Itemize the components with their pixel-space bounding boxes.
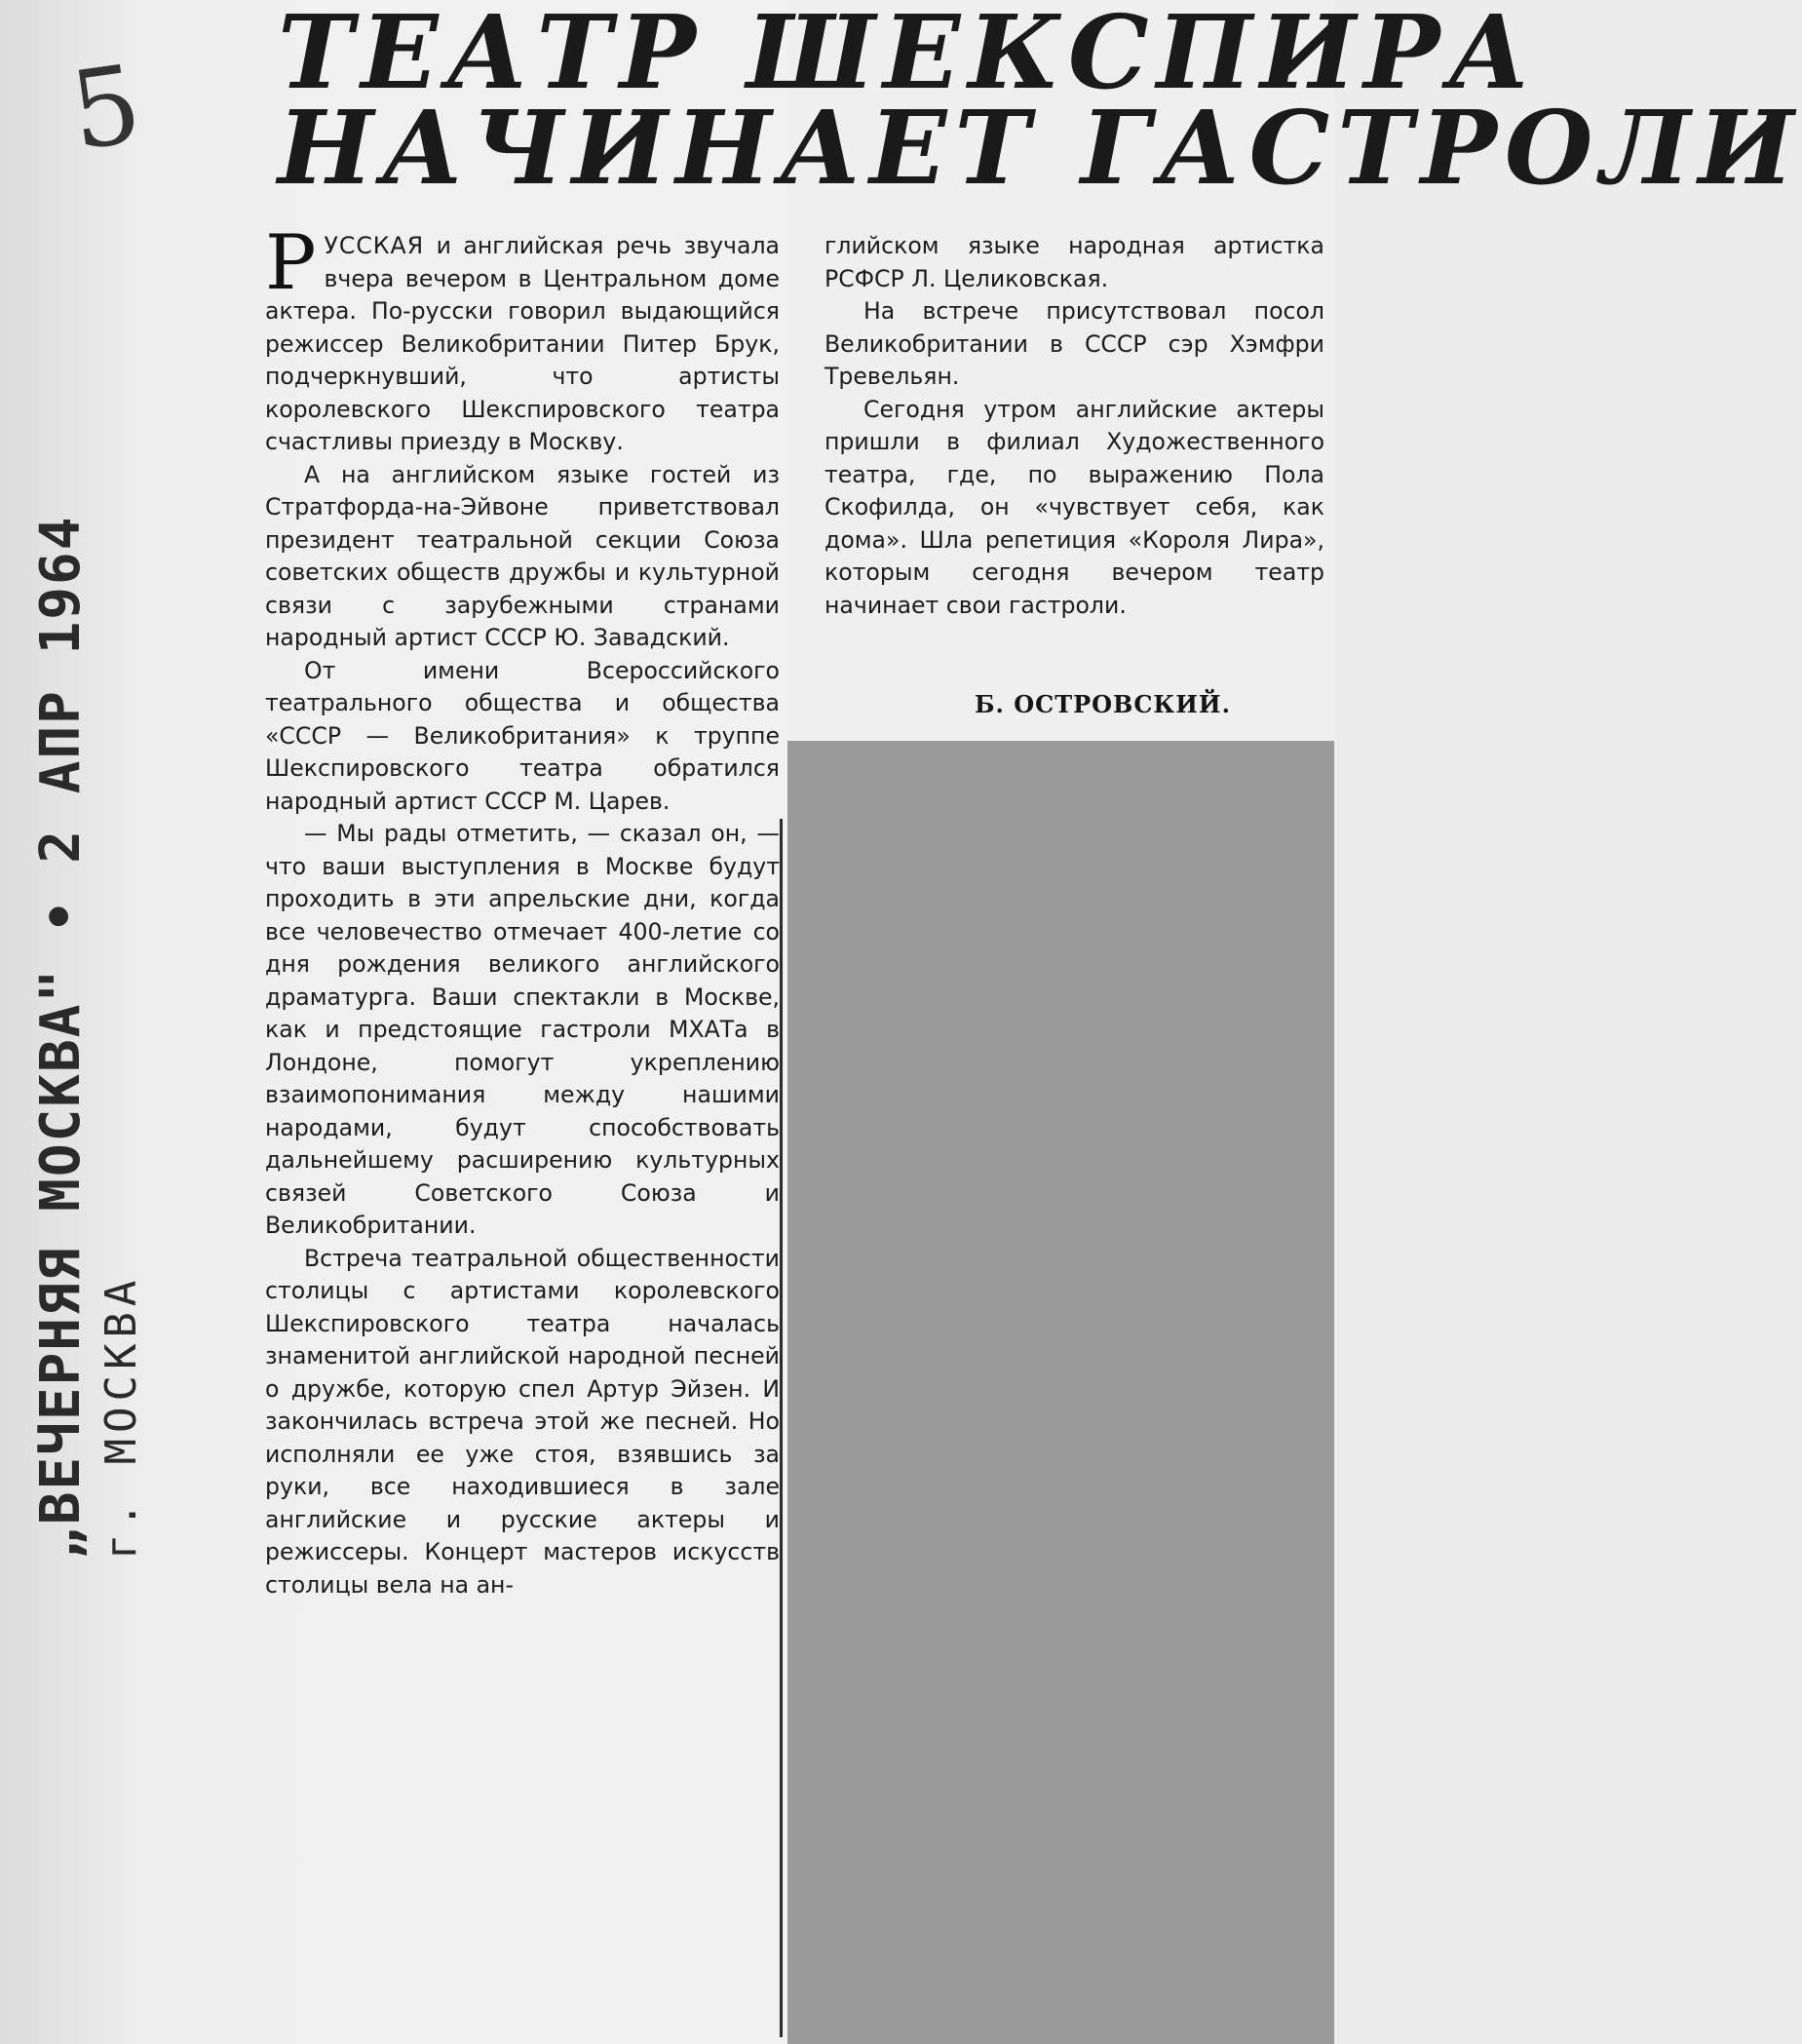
article-paragraph: На встрече присутствовал посол Великобритании в СССР сэр Хэмфри Тревельян. <box>824 297 1324 390</box>
headline-line-1: ТЕАТР ШЕКСПИРА <box>278 0 1539 112</box>
stamp-newspaper-date: „ВЕЧЕРНЯЯ МОСКВА" • 2 АПР 1964 <box>29 515 93 1560</box>
paragraph-text: и английская речь звучала вчера вечером в Центральном доме актера. По-русски говорил выдающийся режиссер Великобритании Питер Брук, подчеркнувший, что артисты королевского Шекспировского театра счастливы приезду в Москву. <box>265 232 780 455</box>
article-paragraph: Сегодня утром английские актеры пришли в филиал Художественного театра, где, по выражению Пола Скофилда, он «чувствует себя, как дома». Шла репетиция «Короля Лира», которым сегодня вечером театр начинает свои гастроли. <box>824 395 1324 619</box>
article-paragraph: А на английском языке гостей из Стратфорда-на-Эйвоне приветствовал президент театральной секции Союза советских обществ дружбы и культурной связи с зарубежными странами народный артист СССР Ю. Завадский. <box>265 460 780 651</box>
article-column-2 <box>824 230 1324 622</box>
stamp-city: г. МОСКВА <box>96 1274 146 1560</box>
handwritten-page-number: 5 <box>63 41 149 174</box>
lead-caps: УССКАЯ <box>324 232 425 259</box>
drop-cap: Р <box>265 219 317 307</box>
article-paragraph: — Мы рады отметить, — сказал он, — что ваши выступления в Москве будут проходить в эти апрельские дни, когда все человечество отмечает 400-летие со дня рождения великого английского драматурга. Ваши спектакли в Москве, как и предстоящие гастроли МХАТа в Лондоне, помогут укреплению взаимопонимания между нашими народами, будут способствовать дальнейшему расширению культурных связей Советского Союза и Великобритании. <box>265 820 780 1239</box>
article-paragraph: От имени Всероссийского театрального общества и общества «СССР — Великобритания» к труппе Шекспировского театра обратился народный артист СССР М. Царев. <box>265 656 780 815</box>
scan-backing-area <box>787 741 1334 2044</box>
article-column-1 <box>265 219 780 1601</box>
publication-date-stamp <box>29 515 146 1560</box>
headline <box>278 0 1802 208</box>
author-signature: Б. ОСТРОВСКИЙ. <box>975 690 1231 718</box>
article-paragraph: Встреча театральной общественности столицы с артистами королевского Шекспировского театра началась знаменитой английской народной песней о дружбе, которую спел Артур Эйзен. И закончилась встреча этой же песней. Но исполняли ее уже стоя, взявшись за руки, все находившиеся в зале английские и русские актеры и режиссеры. Концерт мастеров искусств столицы вела на ан- <box>265 1244 780 1599</box>
article-paragraph: глийском языке народная артистка РСФСР Л. Целиковская. <box>824 232 1324 292</box>
headline-line-2: НАЧИНАЕТ ГАСТРОЛИ <box>278 88 1802 208</box>
article-paragraph <box>265 219 780 459</box>
column-edge-rule <box>780 819 783 2037</box>
